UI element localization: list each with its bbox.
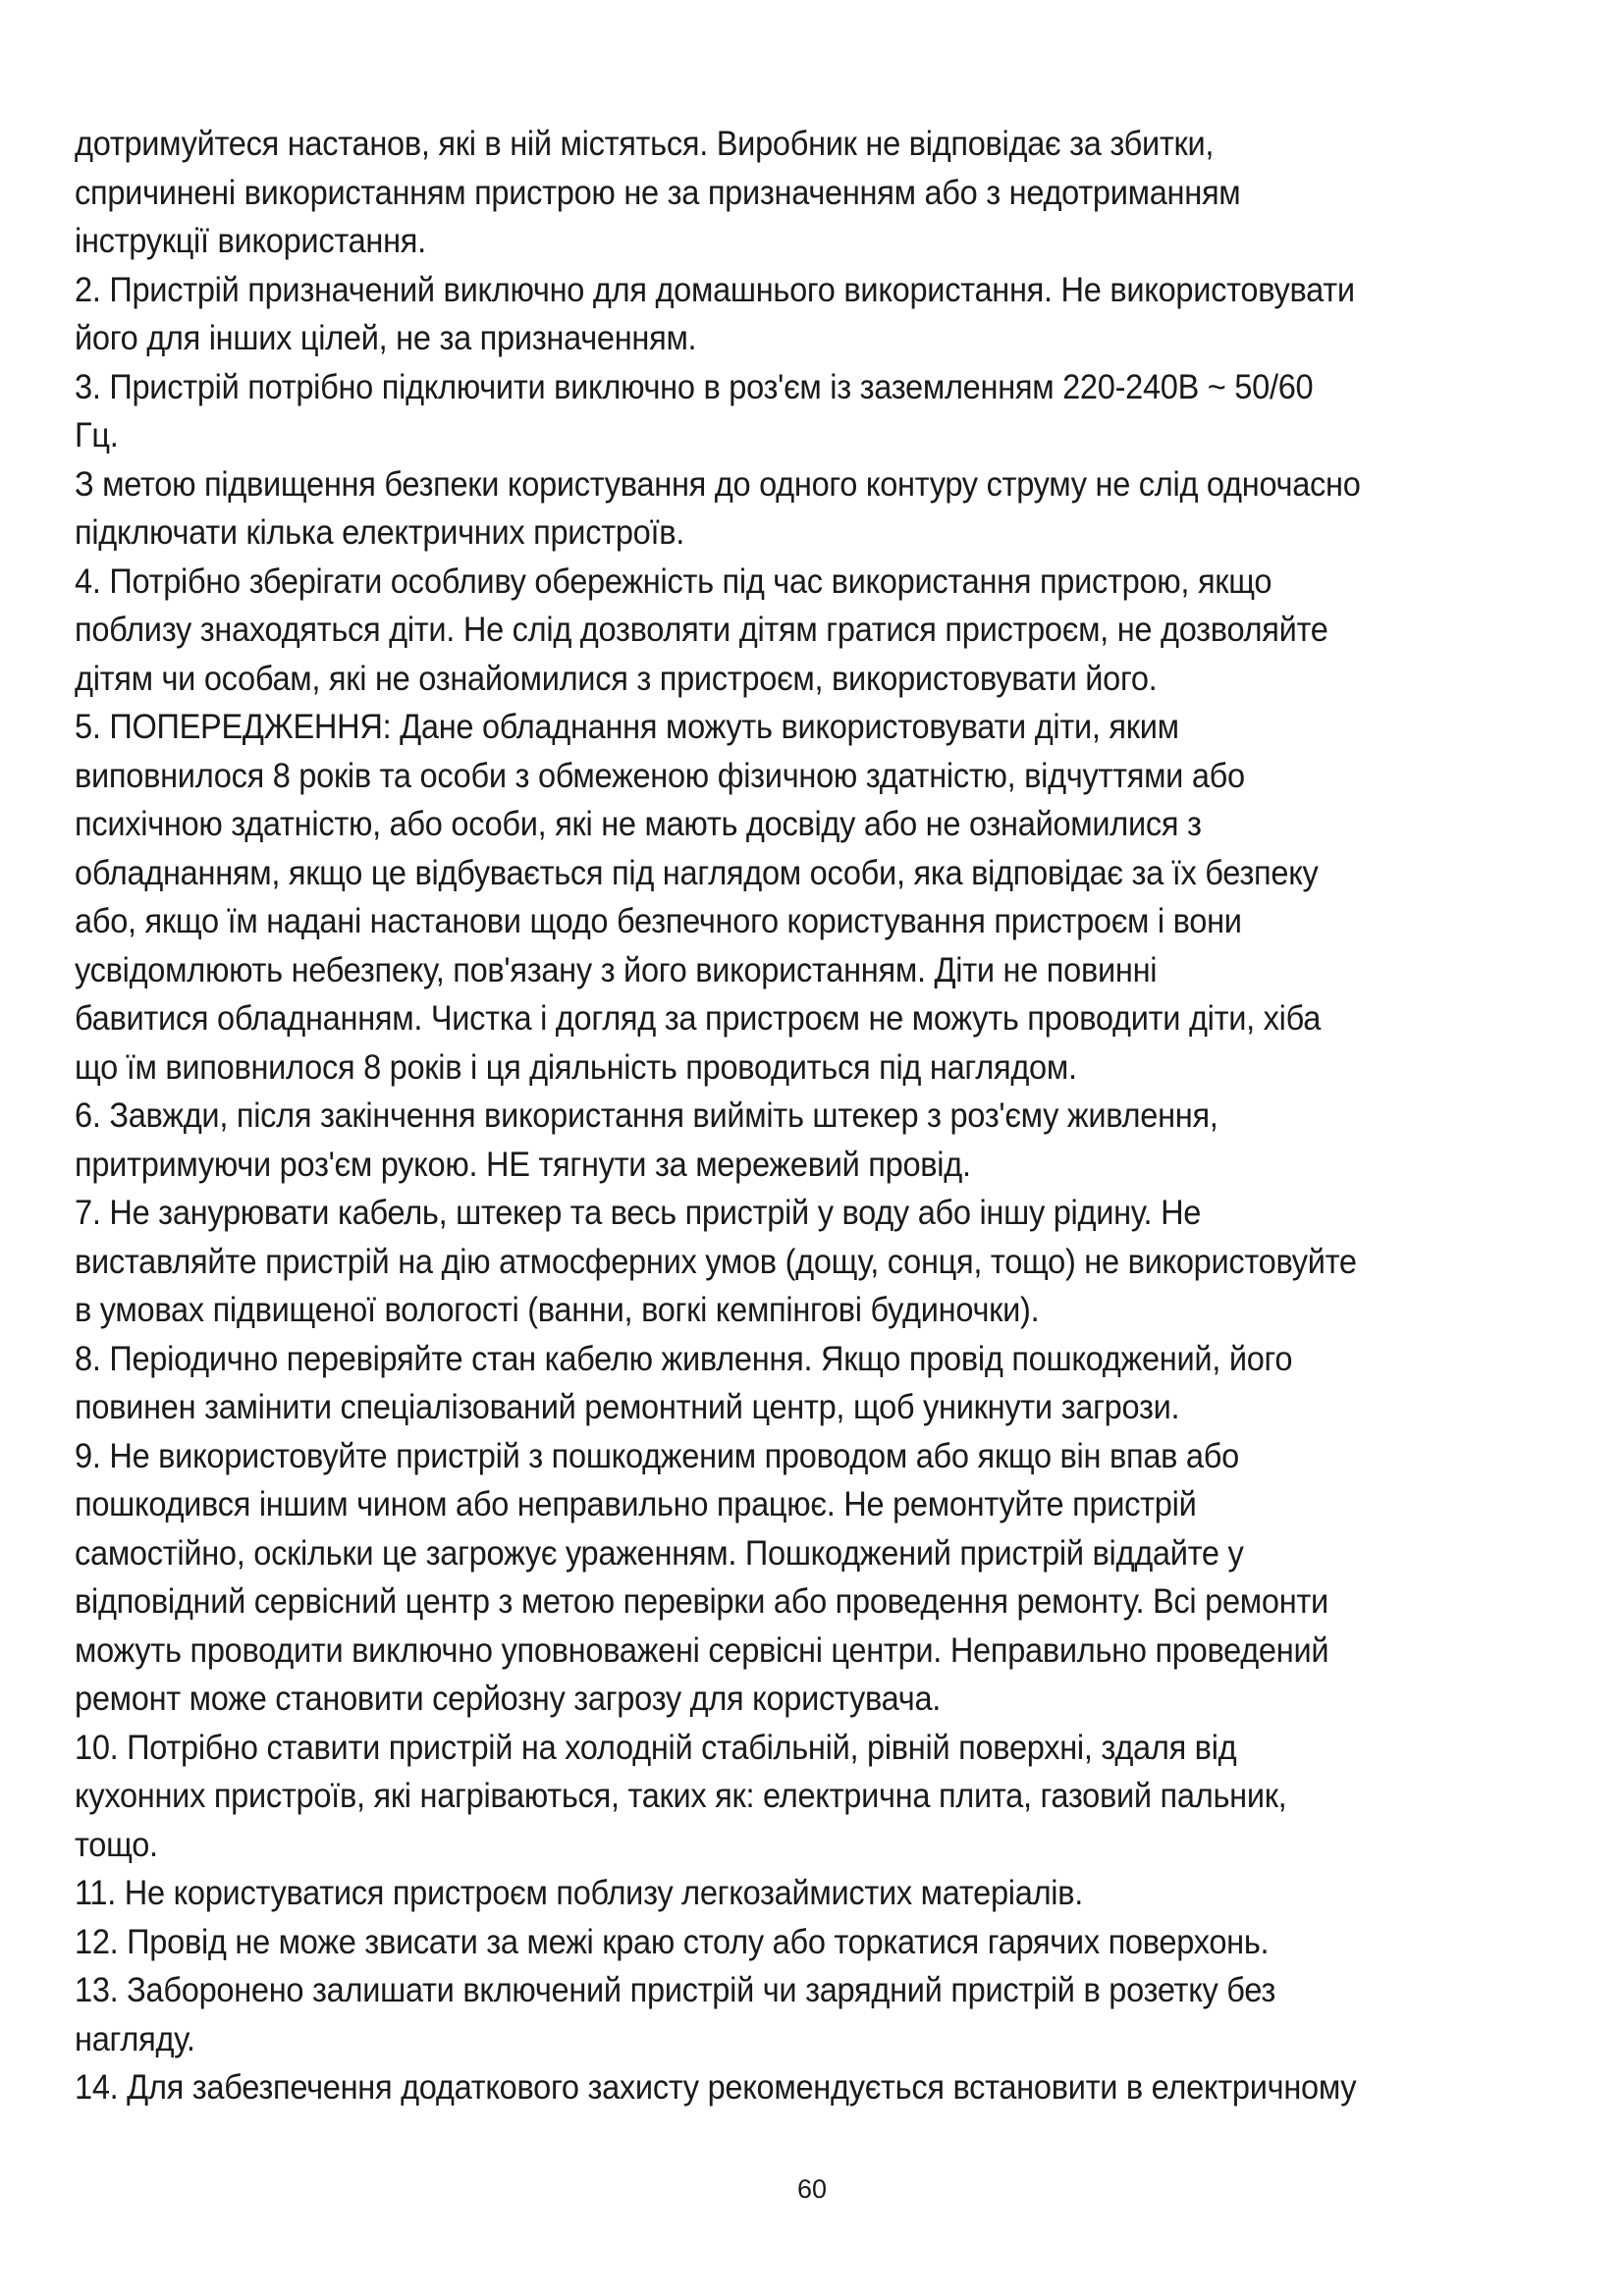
text-line: в умовах підвищеної вологості (ванни, вогкі кемпінгові будиночки). [75, 1291, 1040, 1329]
text-line: виставляйте пристрій на дію атмосферних умов (дощу, сонця, тощо) не використовуйте [75, 1242, 1357, 1281]
text-line: 10. Потрібно ставити пристрій на холодній стабільній, рівній поверхні, здаля від [75, 1728, 1237, 1767]
instruction-text [75, 120, 1444, 2112]
text-line: кухонних пристроїв, які нагріваються, таких як: електрична плита, газовий пальник, [75, 1777, 1287, 1815]
text-line: 2. Пристрій призначений виключно для домашнього використання. Не використовувати [75, 270, 1355, 309]
text-line: 4. Потрібно зберігати особливу обережність під час використання пристрою, якщо [75, 561, 1272, 601]
text-line: самостійно, оскільки це загрожує ураженням. Пошкоджений пристрій віддайте у [75, 1533, 1244, 1573]
text-line: або, якщо їм надані настанови щодо безпечного користування пристроєм і вони [75, 902, 1242, 940]
text-line: інструкції використання. [75, 222, 426, 260]
text-line: пошкодився іншим чином або неправильно працює. Не ремонтуйте пристрій [75, 1485, 1197, 1523]
page-number: 60 [796, 2174, 828, 2204]
text-line: що їм виповнилося 8 років і ця діяльність проводиться під наглядом. [75, 1047, 1077, 1087]
text-line: 5. ПОПЕРЕДЖЕННЯ: Дане обладнання можуть використовувати діти, яким [75, 708, 1179, 746]
text-line: 6. Завжди, після закінчення використання вийміть штекер з роз'єму живлення, [75, 1096, 1218, 1135]
text-line: 14. Для забезпечення додаткового захисту рекомендується встановити в електричному [75, 2068, 1357, 2107]
text-line: притримуючи роз'єм рукою. НЕ тягнути за мережевий провід. [75, 1145, 971, 1184]
text-line: ремонт може становити серйозну загрозу для користувача. [75, 1680, 942, 1718]
text-line: відповідний сервісний центр з метою перевірки або проведення ремонту. Всі ремонти [75, 1582, 1328, 1621]
text-line: 3. Пристрій потрібно підключити виключно в роз'єм із заземленням 220-240В ~ 50/60 [75, 367, 1314, 406]
text-line: спричинені використанням пристрою не за призначенням або з недотриманням [75, 173, 1241, 212]
text-line: усвідомлюють небезпеку, пов'язану з його використанням. Діти не повинні [75, 950, 1158, 989]
text-line: дотримуйтеся настанов, які в ній містяться. Виробник не відповідає за збитки, [75, 125, 1215, 163]
text-line: виповнилося 8 років та особи з обмеженою фізичною здатністю, відчуттями або [75, 756, 1245, 795]
text-line: тощо. [75, 1825, 158, 1864]
text-line: 12. Провід не може звисати за межі краю столу або торкатися гарячих поверхонь. [75, 1922, 1270, 1961]
text-line: нагляду. [75, 2019, 195, 2058]
text-line: З метою підвищення безпеки користування до одного контуру струму не слід одночасно [75, 464, 1361, 504]
text-line: психічною здатністю, або особи, які не мають досвіду або не ознайомилися з [75, 805, 1202, 843]
text-line: підключати кілька електричних пристроїв. [75, 513, 685, 552]
text-line: 9. Не використовуйте пристрій з пошкодженим проводом або якщо він впав або [75, 1436, 1239, 1475]
text-line: повинен замінити спеціалізований ремонтний центр, щоб уникнути загрози. [75, 1388, 1180, 1426]
text-line: Гц. [75, 416, 119, 454]
text-line: 11. Не користуватися пристроєм поблизу легкозаймистих матеріалів. [75, 1874, 1084, 1912]
text-line: дітям чи особам, які не ознайомилися з пристроєм, використовувати його. [75, 659, 1158, 698]
text-line: його для інших цілей, не за призначенням. [75, 319, 697, 357]
text-line: бавитися обладнанням. Чистка і догляд за пристроєм не можуть проводити діти, хіба [75, 999, 1322, 1038]
text-line: 7. Не занурювати кабель, штекер та весь пристрій у воду або іншу рідину. Не [75, 1194, 1202, 1232]
text-line: можуть проводити виключно уповноважені сервісні центри. Неправильно проведений [75, 1630, 1329, 1670]
text-line: поблизу знаходяться діти. Не слід дозволяти дітям гратися пристроєм, не дозволяйте [75, 611, 1328, 649]
text-line: 13. Заборонено залишати включений пристрій чи зарядний пристрій в розетку без [75, 1971, 1276, 2009]
text-line: обладнанням, якщо це відбувається під наглядом особи, яка відповідає за їх безпеку [75, 853, 1319, 892]
text-line: 8. Періодично перевіряйте стан кабелю живлення. Якщо провід пошкоджений, його [75, 1339, 1293, 1378]
